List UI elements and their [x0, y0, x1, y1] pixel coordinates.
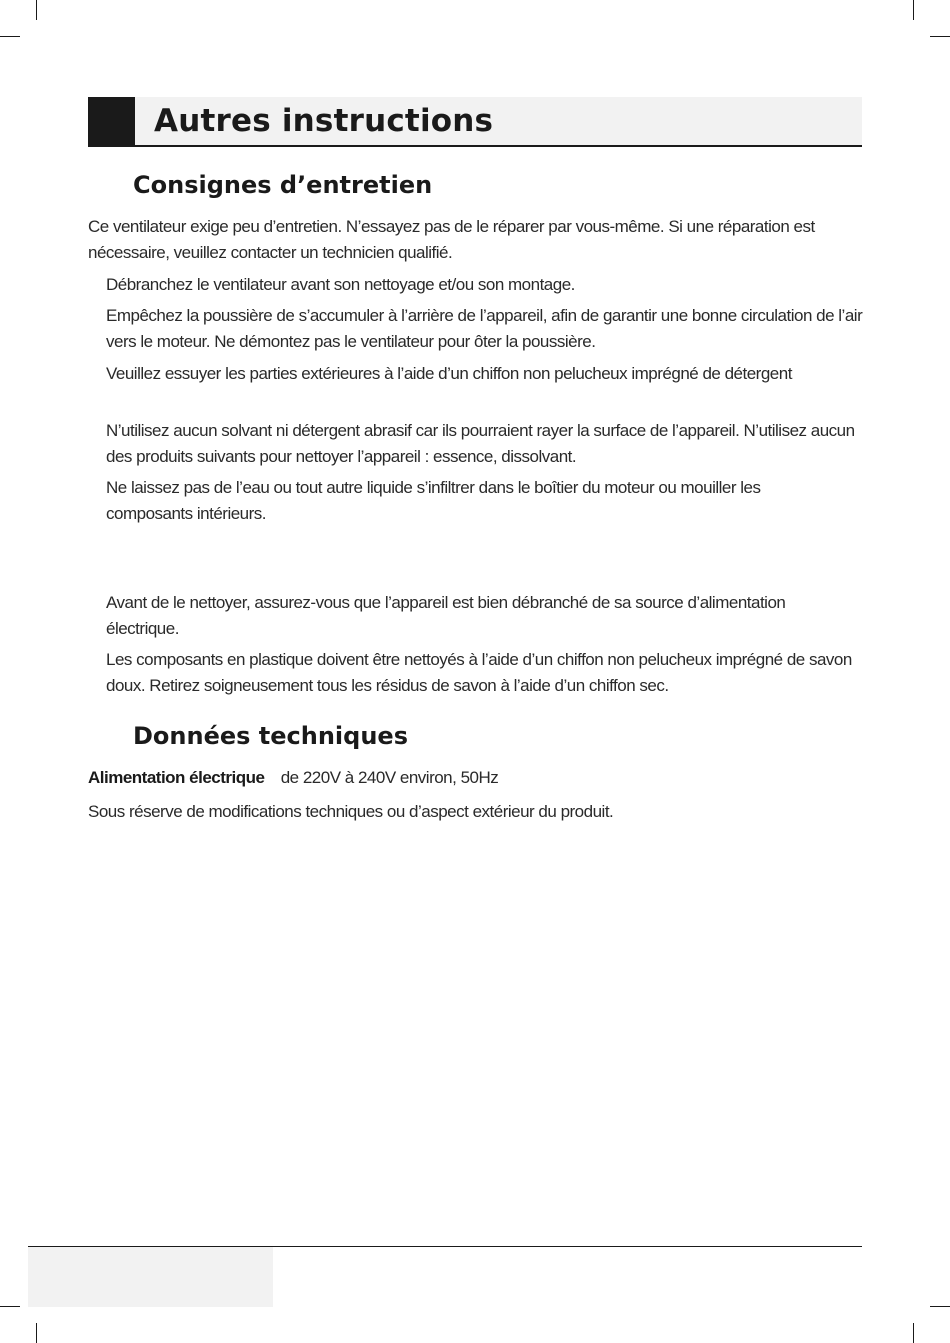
maintenance-item: Avant de le nettoyer, assurez-vous que l’appareil est bien débranché de sa source d’alimentation électrique.: [106, 593, 786, 638]
technical-heading: Données techniques: [133, 722, 408, 750]
maintenance-item: Débranchez le ventilateur avant son nettoyage et/ou son montage.: [106, 275, 575, 294]
maintenance-item: Les composants en plastique doivent être nettoyés à l’aide d’un chiffon non pelucheux imprégné de savon doux. Retirez soigneusement tous les résidus de savon à l’aide d’un chiffon sec.: [106, 650, 852, 695]
crop-mark: [930, 1306, 950, 1307]
maintenance-item: N’utilisez aucun solvant ni détergent abrasif car ils pourraient rayer la surface de l’appareil. N’utilisez aucun des produits suivants pour nettoyer l’appareil : essence, dissolvant.: [106, 421, 855, 466]
maintenance-item: Veuillez essuyer les parties extérieures à l’aide d’un chiffon non pelucheux imprégné de détergent: [106, 364, 792, 383]
crop-mark: [36, 1323, 37, 1343]
maintenance-item: Empêchez la poussière de s’accumuler à l’arrière de l’appareil, afin de garantir une bonne circulation de l’air vers le moteur. Ne démontez pas le ventilateur pour ôter la poussière.: [106, 306, 863, 351]
crop-mark: [913, 0, 914, 20]
footer-box: [28, 1247, 273, 1307]
crop-mark: [0, 36, 20, 37]
section-title: Autres instructions: [154, 103, 494, 139]
spec-label: Alimentation électrique: [88, 768, 265, 787]
crop-mark: [36, 0, 37, 20]
crop-mark: [930, 36, 950, 37]
maintenance-heading: Consignes d’entretien: [133, 171, 433, 199]
crop-mark: [0, 1306, 20, 1307]
section-header: [88, 97, 862, 147]
spec-value: de 220V à 240V environ, 50Hz: [280, 768, 499, 787]
maintenance-intro: Ce ventilateur exige peu d’entretien. N’essayez pas de le réparer par vous-même. Si une réparation est nécessaire, veuillez contacter un technicien qualifié.: [88, 217, 815, 262]
maintenance-item: Ne laissez pas de l’eau ou tout autre liquide s’infiltrer dans le boîtier du moteur ou mouiller les composants intérieurs.: [106, 478, 761, 523]
crop-mark: [913, 1323, 914, 1343]
spec-row: [88, 765, 868, 791]
header-block: [88, 97, 135, 145]
technical-note: Sous réserve de modifications techniques ou d’aspect extérieur du produit.: [88, 802, 614, 821]
